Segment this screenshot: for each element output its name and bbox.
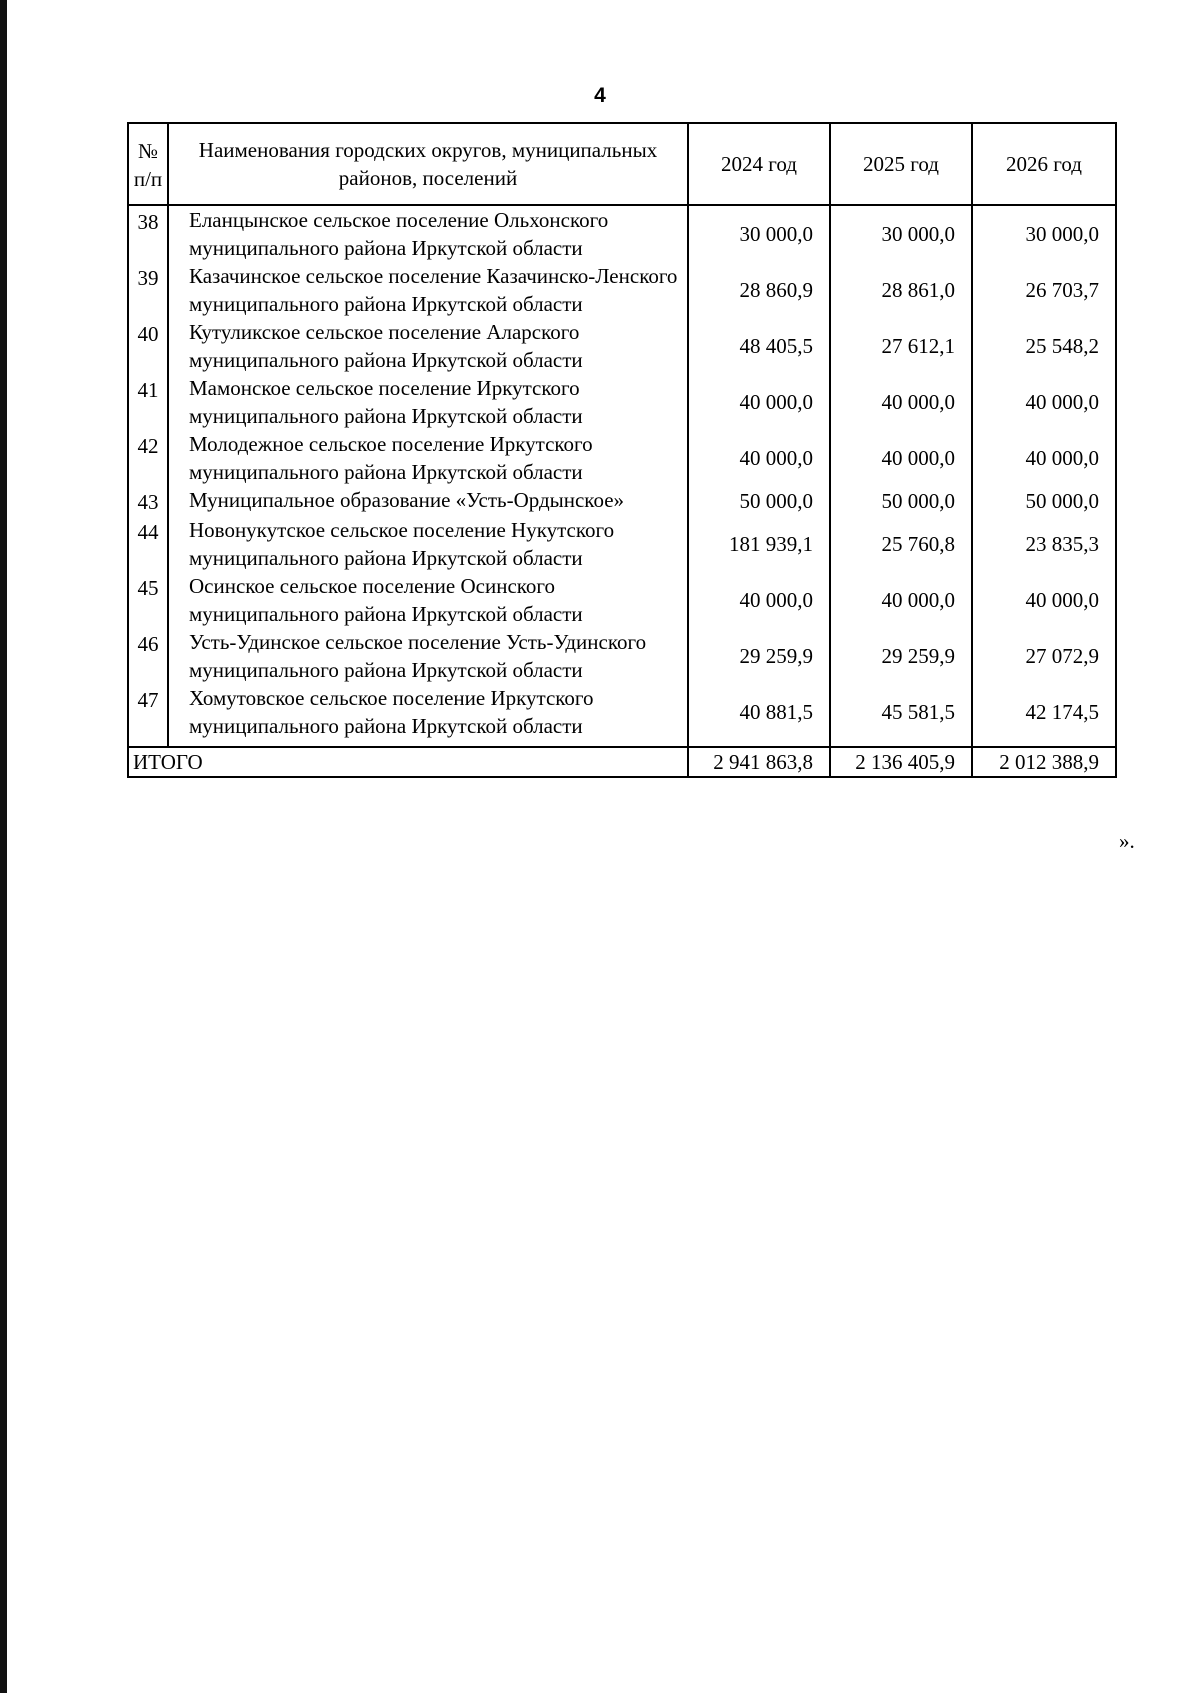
row-value-2025: 25 760,8	[830, 516, 972, 572]
total-2026: 2 012 388,9	[972, 747, 1116, 777]
row-number: 40	[128, 318, 168, 374]
page-number: 4	[594, 84, 606, 107]
row-value-2024: 29 259,9	[688, 628, 830, 684]
header-2026: 2026 год	[972, 123, 1116, 205]
row-name: Усть-Удинское сельское поселение Усть-Удинского муниципального района Иркутской области	[168, 628, 688, 684]
row-value-2024: 181 939,1	[688, 516, 830, 572]
row-value-2024: 40 000,0	[688, 374, 830, 430]
row-number: 41	[128, 374, 168, 430]
row-value-2024: 40 000,0	[688, 430, 830, 486]
header-2025: 2025 год	[830, 123, 972, 205]
table-row	[128, 205, 1116, 262]
row-name: Мамонское сельское поселение Иркутского муниципального района Иркутской области	[168, 374, 688, 430]
row-number: 44	[128, 516, 168, 572]
row-value-2026: 40 000,0	[972, 430, 1116, 486]
row-value-2025: 40 000,0	[830, 572, 972, 628]
table-row	[128, 516, 1116, 572]
row-value-2024: 48 405,5	[688, 318, 830, 374]
table-row	[128, 430, 1116, 486]
row-name: Новонукутское сельское поселение Нукутского муниципального района Иркутской области	[168, 516, 688, 572]
row-name: Хомутовское сельское поселение Иркутского муниципального района Иркутской области	[168, 684, 688, 747]
scan-edge-line	[0, 0, 7, 1693]
row-value-2026: 23 835,3	[972, 516, 1116, 572]
table-row	[128, 262, 1116, 318]
row-number: 43	[128, 486, 168, 516]
row-value-2026: 26 703,7	[972, 262, 1116, 318]
table-row	[128, 684, 1116, 747]
row-value-2026: 25 548,2	[972, 318, 1116, 374]
row-value-2026: 50 000,0	[972, 486, 1116, 516]
row-number: 42	[128, 430, 168, 486]
row-number: 47	[128, 684, 168, 747]
header-2024: 2024 год	[688, 123, 830, 205]
row-number: 46	[128, 628, 168, 684]
row-value-2025: 27 612,1	[830, 318, 972, 374]
closing-quote-mark: ».	[1119, 829, 1135, 853]
budget-table	[127, 122, 1117, 778]
table-row	[128, 572, 1116, 628]
table-row	[128, 374, 1116, 430]
total-label: ИТОГО	[128, 747, 688, 777]
row-value-2025: 29 259,9	[830, 628, 972, 684]
table-row	[128, 628, 1116, 684]
total-2025: 2 136 405,9	[830, 747, 972, 777]
row-value-2025: 40 000,0	[830, 374, 972, 430]
row-value-2025: 45 581,5	[830, 684, 972, 747]
row-number: 39	[128, 262, 168, 318]
row-value-2026: 30 000,0	[972, 205, 1116, 262]
row-number: 38	[128, 205, 168, 262]
row-value-2026: 40 000,0	[972, 374, 1116, 430]
row-name: Еланцынское сельское поселение Ольхонского муниципального района Иркутской области	[168, 205, 688, 262]
table-header-row	[128, 123, 1116, 205]
total-row	[128, 747, 1116, 777]
row-number: 45	[128, 572, 168, 628]
row-name: Кутуликское сельское поселение Аларского муниципального района Иркутской области	[168, 318, 688, 374]
row-name: Осинское сельское поселение Осинского муниципального района Иркутской области	[168, 572, 688, 628]
row-value-2024: 28 860,9	[688, 262, 830, 318]
header-number: № п/п	[128, 123, 168, 205]
row-value-2024: 50 000,0	[688, 486, 830, 516]
row-value-2025: 28 861,0	[830, 262, 972, 318]
row-value-2026: 27 072,9	[972, 628, 1116, 684]
row-value-2025: 40 000,0	[830, 430, 972, 486]
row-value-2025: 50 000,0	[830, 486, 972, 516]
row-value-2025: 30 000,0	[830, 205, 972, 262]
row-name: Казачинское сельское поселение Казачинско-Ленского муниципального района Иркутской области	[168, 262, 688, 318]
table-row	[128, 318, 1116, 374]
row-value-2024: 30 000,0	[688, 205, 830, 262]
row-value-2026: 40 000,0	[972, 572, 1116, 628]
header-name: Наименования городских округов, муниципальных районов, поселений	[168, 123, 688, 205]
table-row	[128, 486, 1116, 516]
row-value-2026: 42 174,5	[972, 684, 1116, 747]
row-value-2024: 40 000,0	[688, 572, 830, 628]
total-2024: 2 941 863,8	[688, 747, 830, 777]
row-name: Молодежное сельское поселение Иркутского муниципального района Иркутской области	[168, 430, 688, 486]
row-name: Муниципальное образование «Усть-Ордынское»	[168, 486, 688, 516]
row-value-2024: 40 881,5	[688, 684, 830, 747]
